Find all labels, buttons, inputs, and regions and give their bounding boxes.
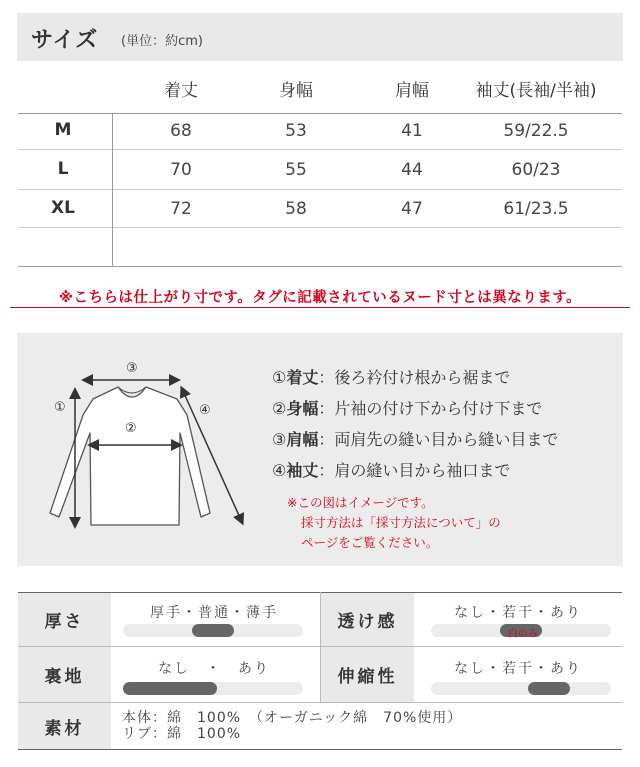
label-material: 素材 [18, 703, 111, 749]
table-divider [112, 113, 113, 266]
table-cell: 60/23 [511, 160, 561, 180]
legend-item: ①着丈：後ろ衿付け根から裾まで [272, 368, 511, 387]
table-cell: 53 [285, 121, 307, 141]
marker-shoulder: ③ [126, 361, 138, 376]
table-cell: 68 [170, 121, 192, 141]
material-line-1: 本体：綿 100% （オーガニック綿 70%使用） [122, 710, 463, 726]
col-header-shoulder: 肩幅 [395, 81, 429, 101]
table-divider [18, 113, 622, 114]
diagram-note: 採寸方法は「採寸方法について」の [301, 515, 501, 530]
lining-options: なし ・ あり [158, 661, 270, 677]
page-title: サイズ [31, 28, 99, 53]
table-divider [18, 749, 622, 750]
thickness-indicator [192, 624, 234, 637]
table-cell: 55 [285, 160, 307, 180]
col-header-sleeve: 袖丈(長袖/半袖) [475, 81, 597, 101]
col-header-length: 着丈 [164, 81, 198, 101]
label-lining: 裏地 [18, 647, 111, 702]
table-cell: 59/22.5 [503, 121, 569, 141]
table-cell: 41 [401, 121, 423, 141]
unit-label: (単位：約cm) [121, 34, 203, 49]
lining-indicator [123, 682, 217, 695]
diagram-note: ※この図はイメージです。 [287, 495, 434, 510]
diagram-note: ページをご覧ください。 [301, 535, 439, 550]
label-stretch: 伸縮性 [321, 647, 414, 702]
sheer-options: なし・若干・あり [454, 605, 582, 621]
table-divider [18, 227, 622, 228]
legend-item: ④袖丈：肩の縫い目から袖口まで [272, 461, 511, 480]
table-cell: 47 [401, 199, 423, 219]
finished-size-notice: ※こちらは仕上がり寸です。タグに記載されているヌード寸とは異なります。 [58, 290, 582, 306]
marker-width: ② [125, 421, 137, 436]
sheer-note: 白のみ [508, 629, 538, 640]
table-cell: 58 [285, 199, 307, 219]
material-line-2: リブ：綿 100% [122, 726, 242, 742]
row-label-xl: XL [51, 198, 75, 218]
stretch-options: なし・若干・あり [454, 661, 582, 677]
notice-underline [10, 307, 630, 308]
size-header [17, 13, 623, 61]
thickness-options: 厚手・普通・薄手 [150, 605, 278, 621]
legend-item: ②身幅：片袖の付け下から付け下まで [272, 399, 543, 418]
table-cell: 61/23.5 [503, 199, 569, 219]
lining-scale [123, 682, 303, 695]
label-sheer: 透け感 [321, 593, 414, 646]
table-cell: 44 [401, 160, 423, 180]
col-header-width: 身幅 [279, 81, 313, 101]
marker-sleeve: ④ [199, 403, 211, 418]
table-divider [18, 149, 622, 150]
row-label-m: M [54, 120, 72, 140]
table-cell: 72 [170, 199, 192, 219]
thickness-scale [123, 624, 303, 637]
table-cell: 70 [170, 160, 192, 180]
shirt-outline [50, 387, 210, 525]
legend-item: ③肩幅：両肩先の縫い目から縫い目まで [272, 430, 559, 449]
stretch-indicator [528, 682, 570, 695]
stretch-scale [431, 682, 611, 695]
table-divider [18, 266, 622, 267]
table-divider [18, 189, 622, 190]
label-thickness: 厚さ [18, 593, 111, 646]
fabric-attribute-table [18, 592, 622, 750]
row-label-l: L [57, 159, 69, 179]
marker-length: ① [54, 400, 66, 415]
measurement-diagram-panel [17, 333, 623, 566]
